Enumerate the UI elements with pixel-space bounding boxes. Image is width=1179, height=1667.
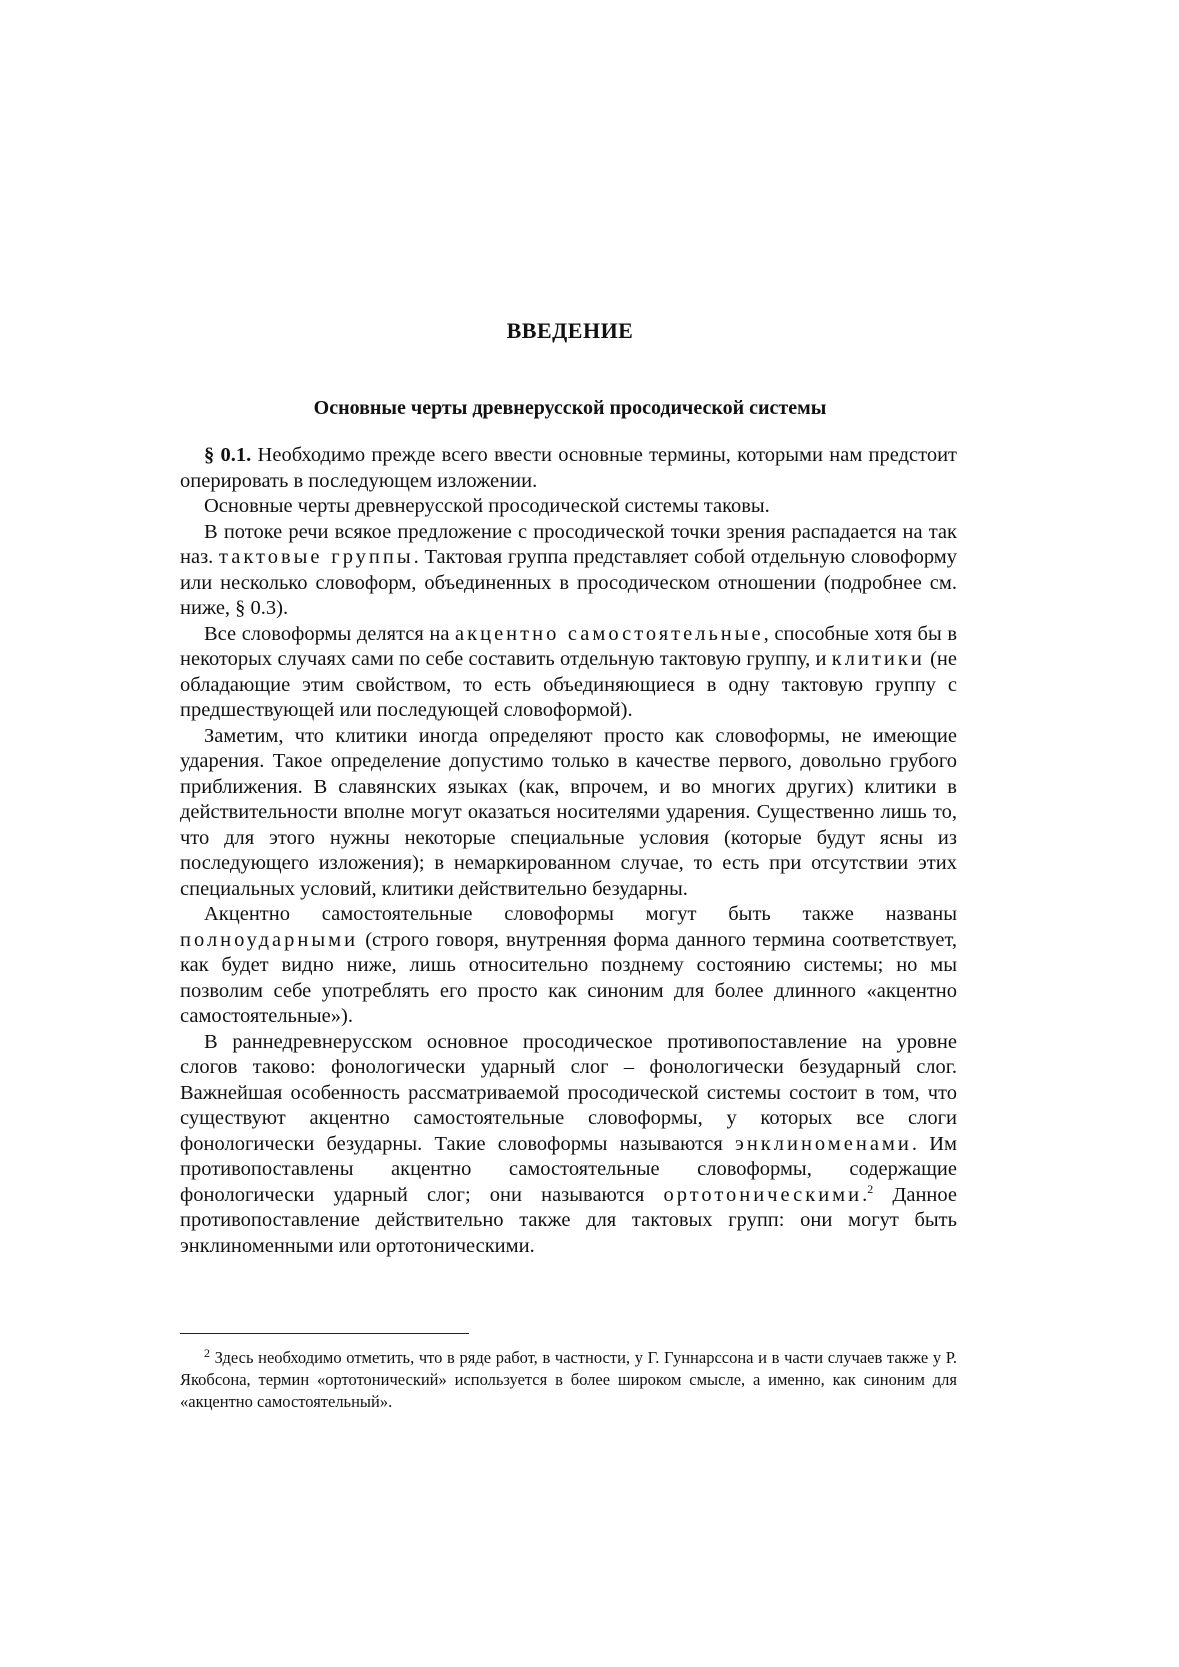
footnote-mark: 2: [204, 1346, 210, 1360]
paragraph: [180, 520, 957, 622]
paragraph: [180, 622, 957, 724]
paragraph: [180, 902, 957, 1030]
paragraph-text: , способные хотя бы в некоторых случаях сами по себе составить отдельную тактовую группу, и: [180, 622, 958, 670]
paragraph-text: Основные черты древнерусской просодической системы таковы.: [204, 495, 770, 517]
footnote-reference[interactable]: 2: [867, 1181, 874, 1196]
paragraph-text: Заметим, что клитики иногда определяют просто как словоформы, не имеющие ударения. Такое определение допустимо только в качестве первого, довольно грубого приближения. В славянских языках (как, впрочем, и во многих других) клитики в действительности вполне могут оказаться носителями ударения. Существенно лишь то, что для этого нужны некоторые специальные условия (которые будут ясны из последующего изложения); в немаркированном случае, то есть при отсутствии этих специальных условий, клитики действительно безударны.: [180, 724, 957, 900]
paragraph-text: . Тактовая группа представляет собой отдельную словоформу или несколько словоформ, объединенных в просодическом отношении (подробнее см. ниже, § 0.3).: [180, 546, 957, 619]
paragraph: [180, 724, 957, 903]
spaced-term: тактовые группы: [219, 546, 414, 568]
footnote-paragraph: [180, 1347, 957, 1413]
footnote-divider: [180, 1333, 469, 1334]
paragraph-text: (строго говоря, внутренняя форма данного термина соответствует, как будет видно ниже, лишь относительно позднему состоянию системы; но мы позволим себе употреблять его просто как синоним для более длинного «акцентно самостоятельные»).: [180, 928, 957, 1027]
paragraph-text: В потоке речи всякое предложение с просодической точки зрения распадается на так наз.: [180, 520, 957, 568]
spaced-term: энклиноменами: [735, 1132, 912, 1155]
paragraph-text: В раннедревнерусском основное просодическое противопоставление на уровне слогов таково: фонологически ударный слог – фонологически безударный слог. Важнейшая особенность рассматриваемой просодической системы состоит в том, что существуют акцентно самостоятельные словоформы, у которых все слоги фонологически безударны. Такие словоформы называются: [180, 1030, 957, 1155]
chapter-title: ВВЕДЕНИЕ: [506, 318, 634, 343]
footnote: [180, 1347, 957, 1413]
paragraph-0-1: [180, 443, 957, 494]
paragraph-text: Все словоформы делятся на: [204, 622, 456, 645]
paragraph-text: Необходимо прежде всего ввести основные термины, которыми нам предстоит оперировать в последующем изложении.: [180, 444, 958, 492]
paragraph-number: § 0.1.: [204, 444, 252, 466]
paragraph: [180, 494, 957, 520]
spaced-term: акцентно самостоятельные: [455, 622, 764, 645]
paragraph-text: Данное противопоставление действительно также для тактовых групп: они могут быть энклиноменными или ортотоническими.: [180, 1183, 957, 1257]
paragraph: [180, 1030, 957, 1260]
body-text: [180, 443, 957, 1259]
section-title: Основные черты древнерусской просодической системы: [313, 397, 827, 419]
spaced-term: ортотоническими: [663, 1183, 863, 1206]
paragraph-text: (не обладающие этим свойством, то есть объединяющиеся в одну тактовую группу с предшествующей или последующей словоформой).: [180, 648, 957, 721]
footnote-text: Здесь необходимо отметить, что в ряде работ, в частности, у Г. Гуннарссона и в части случаев также у Р. Якобсона, термин «ортотонический» используется в более широком смысле, а именно, как синоним для «акцентно самостоятельный».: [180, 1348, 957, 1411]
paragraph-text: Акцентно самостоятельные словоформы могут быть также названы: [204, 903, 957, 925]
paragraph-text: . Им противопоставлены акцентно самостоятельные словоформы, содержащие фонологически ударный слог; они называются: [180, 1132, 957, 1206]
paragraph-text: .: [862, 1183, 868, 1206]
spaced-term: полноударными: [180, 928, 359, 951]
spaced-term: клитики: [831, 648, 925, 670]
